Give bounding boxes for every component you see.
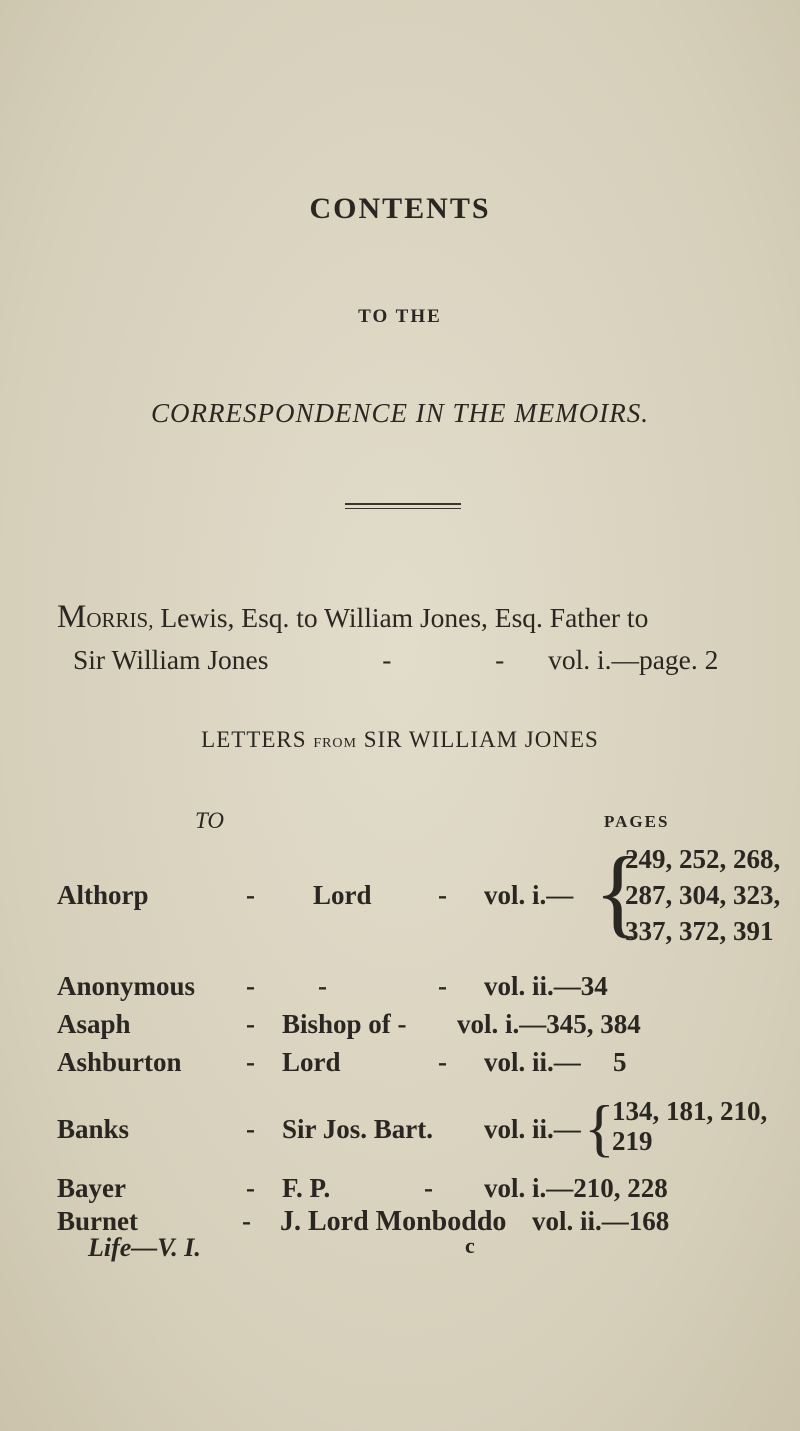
- letters-from: FROM: [313, 736, 357, 751]
- row-pages: 249, 252, 268,: [625, 844, 781, 874]
- footer-signature-mark: Life—V. I.: [88, 1233, 201, 1262]
- entry-reference: vol. i.—page. 2: [548, 644, 719, 675]
- row-dash: -: [246, 880, 255, 910]
- brace-icon: {: [594, 836, 642, 947]
- entry-initial: M: [57, 599, 87, 635]
- page-title: CONTENTS: [309, 192, 491, 225]
- row-name: Althorp: [57, 880, 149, 910]
- row-dash: -: [438, 971, 447, 1001]
- column-header-to: TO: [195, 808, 224, 833]
- row-dash: -: [246, 1047, 255, 1077]
- row-pages: 287, 304, 323,: [625, 880, 781, 910]
- row-title: J. Lord Monboddo: [280, 1206, 507, 1237]
- footer-gathering-letter: c: [465, 1233, 475, 1258]
- row-volume: vol. i.—345, 384: [457, 1009, 641, 1039]
- row-pages: 5: [613, 1047, 627, 1077]
- column-header-pages: PAGES: [604, 812, 670, 831]
- row-dash: -: [246, 1173, 255, 1203]
- row-name: Banks: [57, 1114, 130, 1144]
- row-pages: 219: [612, 1126, 653, 1156]
- row-title: Lord: [282, 1047, 341, 1077]
- divider-rule: [345, 503, 461, 505]
- row-dash: -: [438, 1047, 447, 1077]
- title-connector: TO THE: [358, 306, 442, 327]
- morris-entry: [57, 598, 787, 679]
- row-name: Anonymous: [57, 971, 196, 1001]
- page-subtitle: CORRESPONDENCE IN THE MEMOIRS.: [151, 398, 649, 428]
- entry-line1: Lewis, Esq. to William Jones, Esq. Father to: [160, 602, 649, 633]
- row-name: Asaph: [57, 1009, 131, 1039]
- brace-icon: {: [584, 1092, 615, 1163]
- letters-heading: [0, 727, 800, 753]
- entry-line2-start: Sir William Jones: [73, 644, 269, 675]
- row-name: Ashburton: [57, 1047, 182, 1077]
- entry-dash: -: [382, 644, 392, 675]
- row-volume: vol. ii.—: [484, 1047, 581, 1077]
- row-title: Bishop of -: [282, 1009, 407, 1039]
- row-volume: vol. ii.—168: [532, 1206, 670, 1236]
- row-title: -: [318, 971, 327, 1001]
- row-name: Burnet: [57, 1206, 138, 1236]
- row-title: Lord: [313, 880, 372, 910]
- letters-prefix: LETTERS: [201, 727, 307, 752]
- entry-dash: -: [495, 644, 505, 675]
- row-title: Sir Jos. Bart.: [282, 1114, 434, 1144]
- row-volume: vol. i.—: [484, 880, 574, 910]
- row-title: F. P.: [282, 1173, 331, 1203]
- row-volume: vol. i.—210, 228: [484, 1173, 668, 1203]
- row-dash: -: [246, 1114, 255, 1144]
- entry-name-rest: ORRIS,: [86, 608, 154, 632]
- row-volume: vol. ii.—: [484, 1114, 581, 1144]
- divider-rule-thin: [345, 508, 461, 509]
- row-volume: vol. ii.—34: [484, 971, 608, 1001]
- letters-suffix: SIR WILLIAM JONES: [363, 727, 599, 752]
- row-name: Bayer: [57, 1173, 126, 1203]
- row-pages: 337, 372, 391: [625, 916, 774, 946]
- row-dash: -: [424, 1173, 433, 1203]
- row-dash: -: [246, 971, 255, 1001]
- row-dash: -: [246, 1009, 255, 1039]
- row-pages: 134, 181, 210,: [612, 1096, 768, 1126]
- row-dash: -: [438, 880, 447, 910]
- row-dash: -: [242, 1206, 251, 1236]
